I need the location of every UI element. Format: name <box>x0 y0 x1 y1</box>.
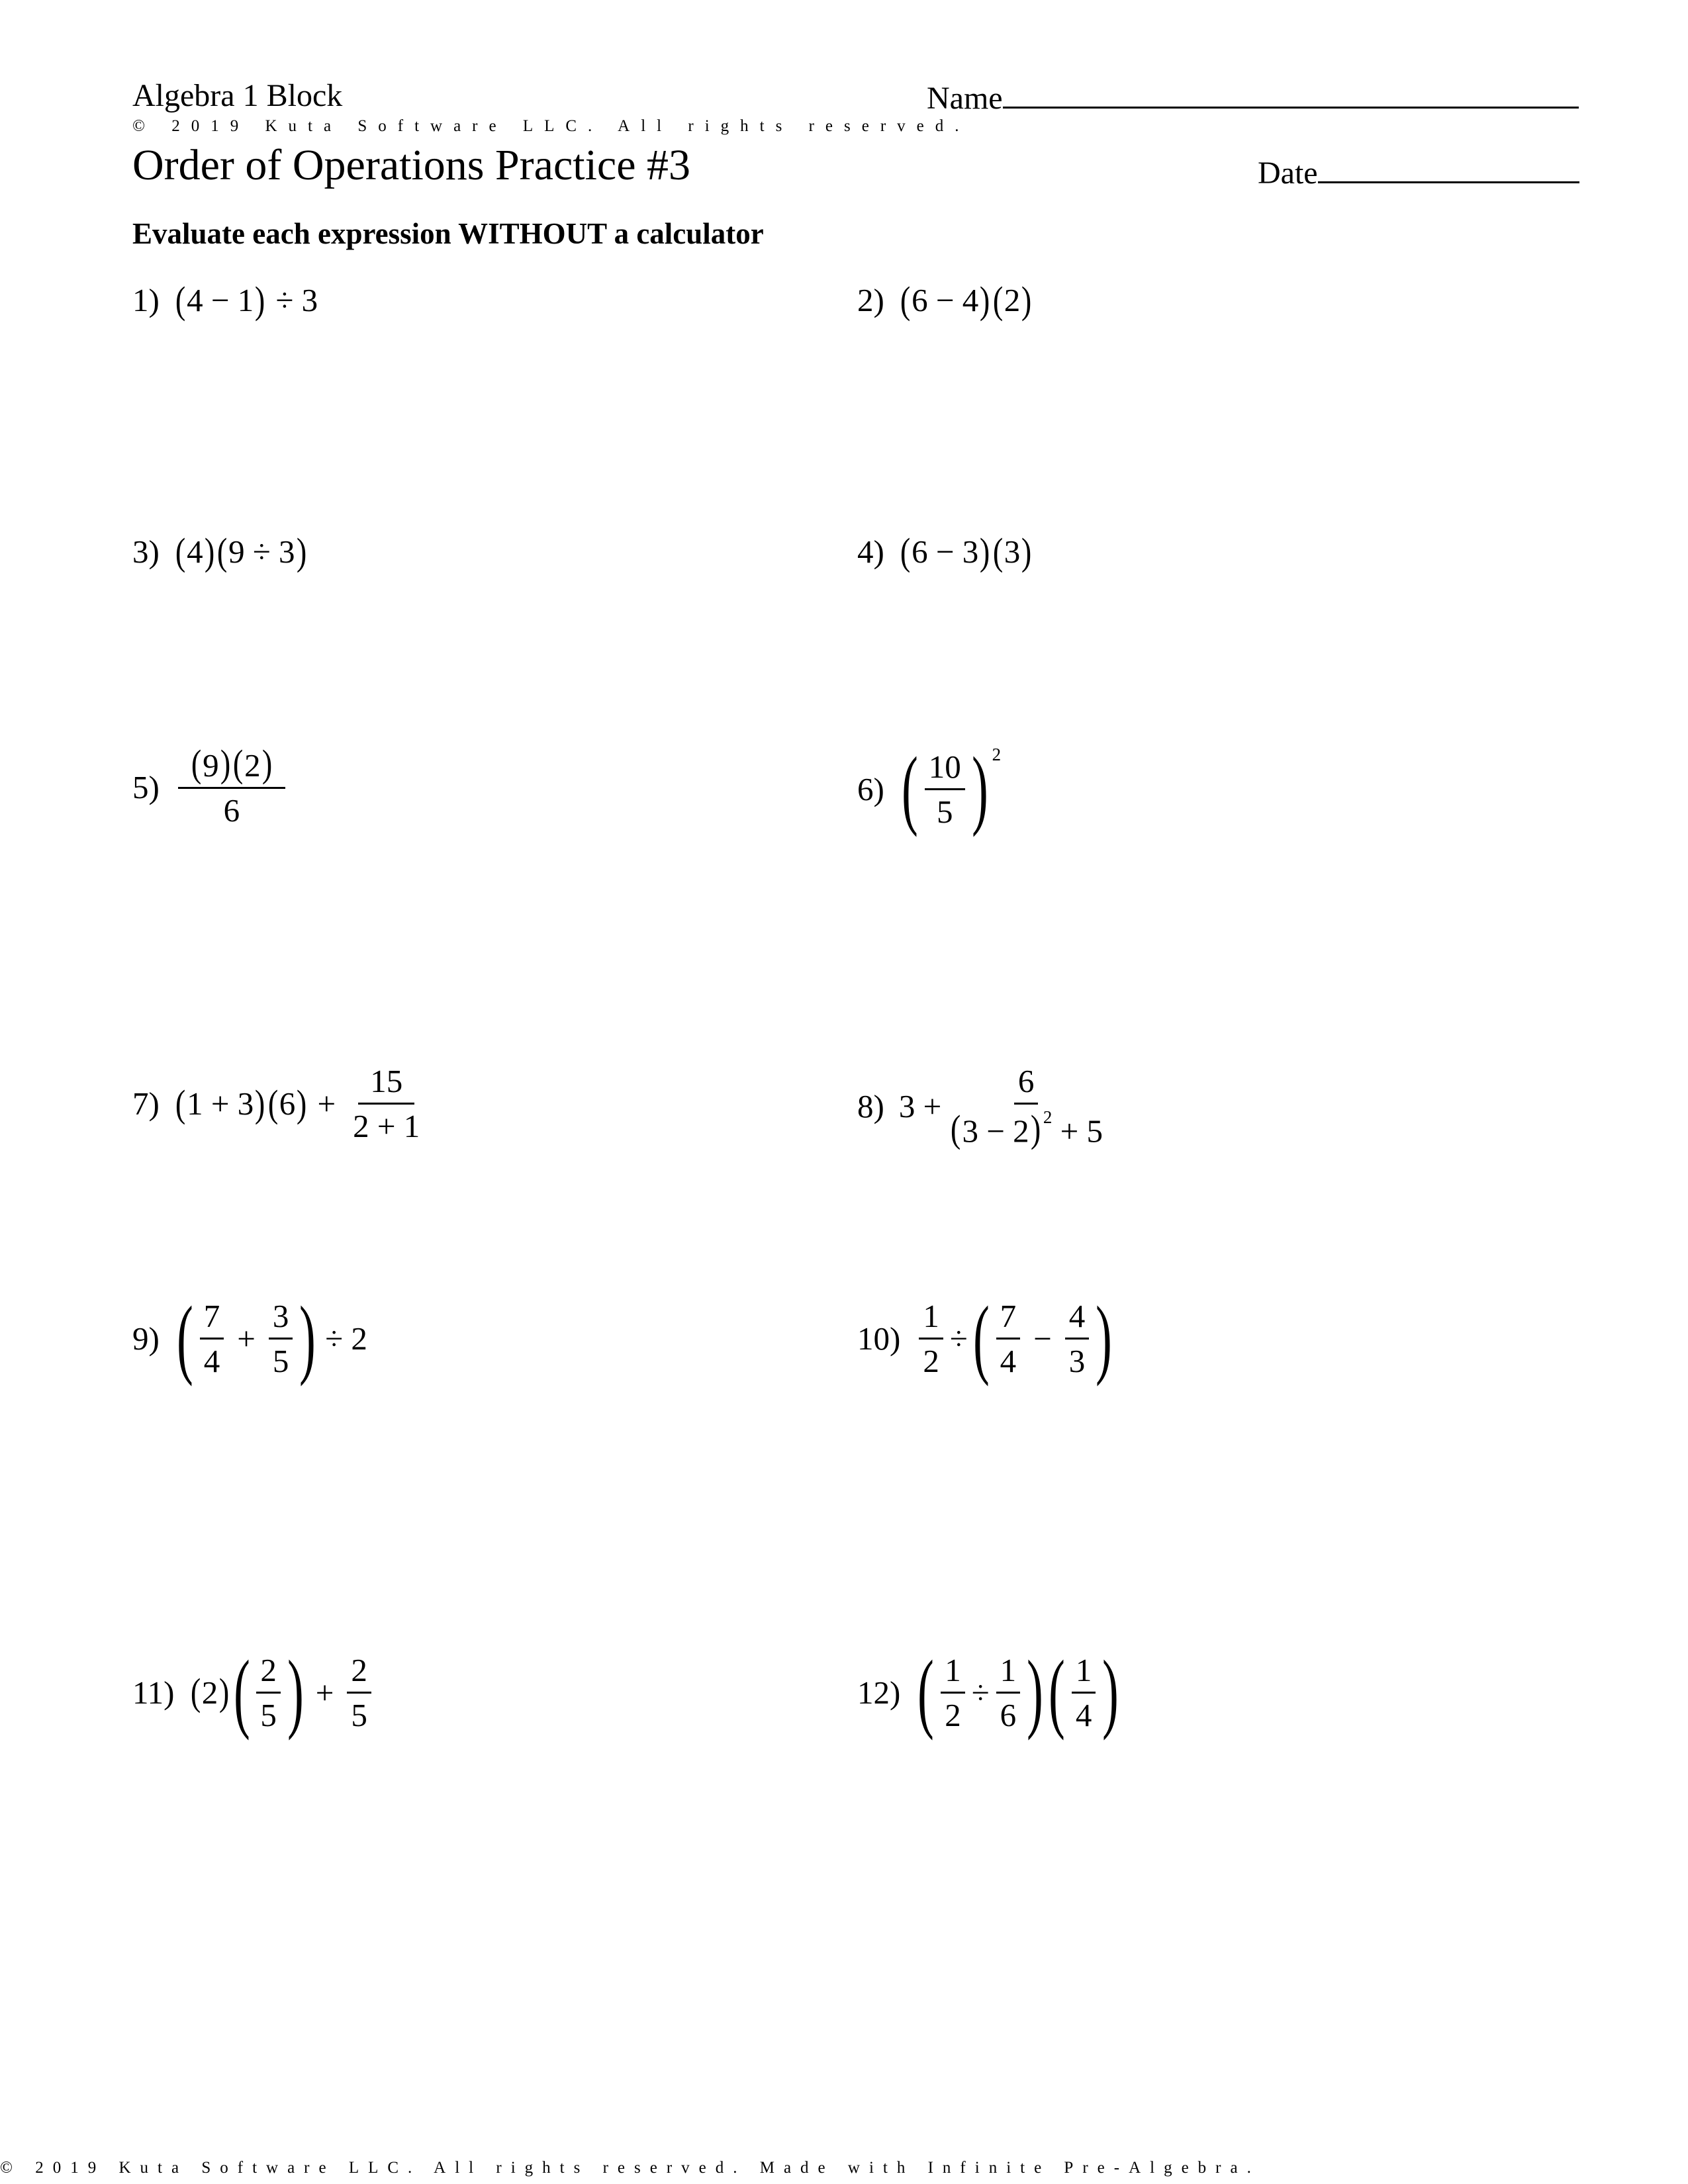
paren: ( <box>175 1081 186 1125</box>
numerator: 4 <box>1065 1297 1090 1340</box>
paren: ) <box>296 530 306 573</box>
denominator: 2 <box>923 1342 939 1379</box>
denominator: 5 <box>272 1342 289 1379</box>
paren: ( <box>992 530 1003 573</box>
denominator: 4 <box>1000 1342 1017 1379</box>
page-title: Order of Operations Practice #3 <box>132 141 691 189</box>
paren: ) <box>220 742 230 785</box>
numerator: 2 <box>347 1651 371 1694</box>
problem-12 <box>857 1643 1121 1741</box>
numerator: 1 <box>919 1297 943 1340</box>
expr-text: 6 − 3 <box>912 533 979 570</box>
footer-copyright: © 2019 Kuta Software LLC. All rights reserved. Made with Infinite Pre-Algebra. <box>0 2159 1260 2177</box>
paren: ( <box>972 1289 990 1387</box>
paren: ) <box>297 1081 307 1125</box>
paren: ( <box>901 739 918 838</box>
operator: ÷ <box>971 1674 990 1711</box>
expr-text: 2 <box>201 1674 218 1711</box>
numerator <box>178 742 285 789</box>
denominator: 4 <box>1075 1696 1092 1733</box>
numerator: 7 <box>200 1297 224 1340</box>
problem-5 <box>132 742 289 829</box>
problem-11 <box>132 1643 375 1741</box>
expr-text: 9 ÷ 3 <box>228 533 295 570</box>
paren: ) <box>1027 1643 1043 1741</box>
fraction <box>349 1062 424 1145</box>
fraction <box>1072 1651 1096 1734</box>
expr-text: + 5 <box>1060 1113 1103 1150</box>
denominator <box>945 1105 1107 1150</box>
expr-text: 6 <box>279 1085 296 1122</box>
fraction <box>941 1651 965 1734</box>
denominator: 2 <box>945 1696 961 1733</box>
expr-text: 1 + 3 <box>187 1085 254 1122</box>
problem-number: 12) <box>857 1674 901 1711</box>
date-underline[interactable] <box>1318 152 1579 183</box>
fraction <box>347 1651 371 1734</box>
paren: ( <box>216 530 228 573</box>
problem-number: 10) <box>857 1320 901 1357</box>
fraction <box>945 1062 1107 1150</box>
fraction <box>256 1651 281 1734</box>
fraction <box>996 1651 1021 1734</box>
instructions: Evaluate each expression WITHOUT a calculator <box>132 217 764 250</box>
paren: ( <box>1049 1643 1065 1741</box>
denominator: 3 <box>1068 1342 1086 1379</box>
expr-text: 3 <box>1004 533 1021 570</box>
expr-text: 2 <box>1004 282 1021 319</box>
paren: ) <box>255 279 265 322</box>
numerator: 6 <box>1014 1062 1039 1105</box>
problem-number: 4) <box>857 533 884 570</box>
problem-9 <box>132 1289 367 1387</box>
operator: + <box>315 1674 334 1711</box>
fraction <box>996 1297 1021 1380</box>
paren: ) <box>1102 1643 1119 1741</box>
problem-8 <box>857 1062 1111 1150</box>
denominator: 6 <box>223 792 240 829</box>
paren: ) <box>1021 279 1032 322</box>
fraction <box>200 1297 224 1380</box>
numerator: 3 <box>269 1297 293 1340</box>
numerator: 15 <box>358 1062 414 1105</box>
denominator: 5 <box>351 1696 367 1733</box>
paren: ( <box>191 742 202 785</box>
paren: ) <box>980 279 990 322</box>
problem-2 <box>857 281 1033 320</box>
expr-text: ÷ 3 <box>275 282 318 319</box>
date-field[interactable] <box>1258 152 1579 191</box>
operator: + <box>317 1085 336 1122</box>
problem-7 <box>132 1062 428 1145</box>
name-field[interactable] <box>927 77 1579 116</box>
paren: ) <box>1021 530 1032 573</box>
paren: ) <box>971 739 988 838</box>
paren: ( <box>190 1670 201 1714</box>
paren: ) <box>261 742 272 785</box>
paren: ( <box>232 742 244 785</box>
operator: + <box>237 1320 256 1357</box>
problem-1 <box>132 281 318 320</box>
paren: ( <box>233 1643 250 1741</box>
numerator: 2 <box>256 1651 281 1694</box>
numerator: 10 <box>925 748 965 790</box>
paren: ) <box>287 1643 304 1741</box>
problem-number: 5) <box>132 768 160 805</box>
name-underline[interactable] <box>1003 77 1579 109</box>
paren: ) <box>219 1670 230 1714</box>
paren: ) <box>204 530 214 573</box>
problem-6 <box>857 739 1002 838</box>
paren: ( <box>267 1081 278 1125</box>
fraction <box>919 1297 943 1380</box>
paren: ) <box>255 1081 265 1125</box>
fraction <box>1065 1297 1090 1380</box>
course-label: Algebra 1 Block <box>132 78 343 113</box>
problem-number: 3) <box>132 533 160 570</box>
denominator: 5 <box>260 1696 277 1733</box>
paren: ( <box>900 279 911 322</box>
numerator: 1 <box>996 1651 1021 1694</box>
expr-text: ÷ 2 <box>325 1320 367 1357</box>
numerator: 1 <box>1072 1651 1096 1694</box>
name-label: Name <box>927 81 1003 116</box>
numerator: 1 <box>941 1651 965 1694</box>
problem-number: 9) <box>132 1320 160 1357</box>
paren: ( <box>175 279 186 322</box>
paren: ) <box>299 1289 316 1387</box>
fraction <box>178 742 285 829</box>
problem-4 <box>857 530 1033 573</box>
denominator: 2 + 1 <box>353 1108 420 1144</box>
expr-text: 4 − 1 <box>187 282 254 319</box>
fraction <box>269 1297 293 1380</box>
problem-number: 11) <box>132 1674 175 1711</box>
expr-text: 3 + <box>898 1087 942 1124</box>
problem-3 <box>132 530 308 573</box>
problem-10 <box>857 1289 1115 1387</box>
problem-number: 8) <box>857 1087 884 1124</box>
paren: ( <box>900 530 911 573</box>
paren: ( <box>176 1289 193 1387</box>
fraction <box>925 748 965 831</box>
denominator: 4 <box>203 1342 220 1379</box>
paren: ( <box>951 1107 961 1151</box>
date-label: Date <box>1258 156 1318 191</box>
expr-text: 2 <box>244 747 261 784</box>
problem-number: 6) <box>857 770 884 807</box>
exponent: 2 <box>1043 1107 1053 1127</box>
paren: ) <box>1096 1289 1113 1387</box>
expr-text: 4 <box>187 533 203 570</box>
paren: ( <box>992 279 1003 322</box>
expr-text: 9 <box>203 747 219 784</box>
exponent: 2 <box>992 745 1002 764</box>
operator: ÷ <box>949 1320 968 1357</box>
problem-number: 2) <box>857 282 884 319</box>
problem-number: 1) <box>132 282 160 319</box>
paren: ) <box>980 530 990 573</box>
problem-number: 7) <box>132 1085 160 1122</box>
denominator: 6 <box>1000 1696 1017 1733</box>
expr-text: 3 − 2 <box>962 1113 1029 1150</box>
expr-text: 6 − 4 <box>912 282 979 319</box>
paren: ) <box>1030 1107 1041 1151</box>
paren: ( <box>175 530 186 573</box>
operator: − <box>1033 1320 1052 1357</box>
paren: ( <box>917 1643 935 1741</box>
numerator: 7 <box>996 1297 1021 1340</box>
denominator: 5 <box>936 793 953 830</box>
header-copyright: © 2019 Kuta Software LLC. All rights reserved. <box>132 117 970 135</box>
